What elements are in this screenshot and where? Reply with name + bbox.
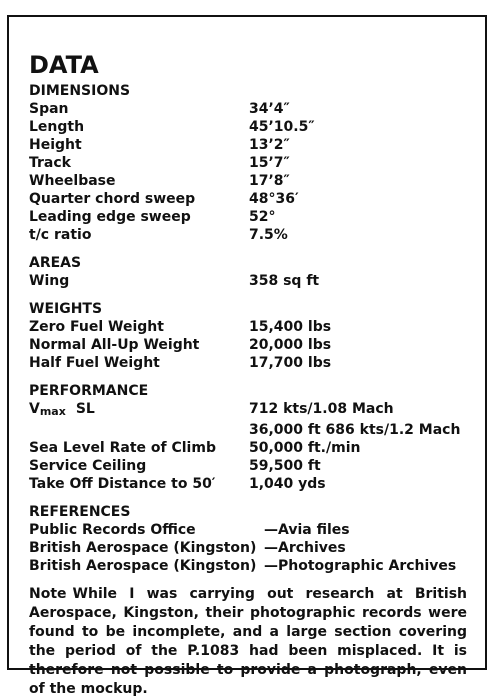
dimension-row xyxy=(29,154,467,172)
area-value: 358 sq ft xyxy=(249,273,320,289)
dimension-row xyxy=(29,172,467,190)
reference-description: —Photographic Archives xyxy=(264,558,457,574)
reference-row xyxy=(29,557,467,575)
data-box xyxy=(7,15,487,697)
vmax-row xyxy=(29,400,467,421)
dimension-label: t/c ratio xyxy=(29,227,92,243)
weight-row xyxy=(29,336,467,354)
areas-heading: AREAS xyxy=(29,255,82,271)
performance-row xyxy=(29,457,467,475)
performance-value: 50,000 ft./min xyxy=(249,440,361,456)
dimensions-section xyxy=(29,82,467,244)
reference-source: British Aerospace (Kingston) xyxy=(29,558,257,574)
dimensions-heading: DIMENSIONS xyxy=(29,83,131,99)
reference-source: British Aerospace (Kingston) xyxy=(29,540,257,556)
note-text: While I was carrying out research at British Aerospace, Kingston, their photographic records were found to be incomplete, and a large section covering the period of the P.1083 had been misplaced. It is therefore not possible to provide a photograph, even of the mockup. xyxy=(29,586,467,697)
vmax-symbol: V xyxy=(29,401,40,417)
vmax-label xyxy=(29,400,249,421)
vmax-value-altitude: 36,000 ft 686 kts/1.2 Mach xyxy=(249,422,461,438)
reference-row xyxy=(29,521,467,539)
performance-row xyxy=(29,439,467,457)
weight-row xyxy=(29,354,467,372)
weight-value: 17,700 lbs xyxy=(249,355,332,371)
references-heading: REFERENCES xyxy=(29,504,131,520)
area-row xyxy=(29,272,467,290)
area-label: Wing xyxy=(29,273,70,289)
reference-description: —Avia files xyxy=(264,522,350,538)
weight-value: 15,400 lbs xyxy=(249,319,332,335)
dimension-row xyxy=(29,118,467,136)
dimension-label: Track xyxy=(29,155,71,171)
dimension-label: Wheelbase xyxy=(29,173,116,189)
weight-row xyxy=(29,318,467,336)
reference-description: —Archives xyxy=(264,540,346,556)
performance-label: Sea Level Rate of Climb xyxy=(29,440,216,456)
dimension-value: 48°36′ xyxy=(249,191,299,207)
page-title: DATA xyxy=(29,51,99,79)
performance-value: 1,040 yds xyxy=(249,476,326,492)
dimension-label: Quarter chord sweep xyxy=(29,191,196,207)
vmax-altitude-row xyxy=(29,421,467,439)
weight-label: Zero Fuel Weight xyxy=(29,319,164,335)
dimension-row xyxy=(29,136,467,154)
performance-row xyxy=(29,475,467,493)
reference-source: Public Records Office xyxy=(29,522,196,538)
reference-row xyxy=(29,539,467,557)
dimension-value: 52° xyxy=(249,209,276,225)
performance-label: Take Off Distance to 50′ xyxy=(29,476,216,492)
dimension-label: Length xyxy=(29,119,85,135)
weight-label: Half Fuel Weight xyxy=(29,355,160,371)
weight-label: Normal All-Up Weight xyxy=(29,337,200,353)
references-section xyxy=(29,503,467,575)
performance-label: Service Ceiling xyxy=(29,458,147,474)
dimension-value: 13’2″ xyxy=(249,137,290,153)
dimension-row xyxy=(29,190,467,208)
dimension-value: 15’7″ xyxy=(249,155,290,171)
dimension-label: Height xyxy=(29,137,82,153)
dimension-value: 7.5% xyxy=(249,227,288,243)
performance-section xyxy=(29,382,467,493)
performance-heading: PERFORMANCE xyxy=(29,383,149,399)
dimension-row xyxy=(29,226,467,244)
dimension-label: Leading edge sweep xyxy=(29,209,191,225)
performance-value: 59,500 ft xyxy=(249,458,321,474)
dimension-row xyxy=(29,100,467,118)
note-paragraph xyxy=(29,585,467,699)
dimension-value: 34’4″ xyxy=(249,101,290,117)
dimension-value: 45’10.5″ xyxy=(249,119,315,135)
dimension-value: 17’8″ xyxy=(249,173,290,189)
note-label: Note xyxy=(29,586,67,602)
areas-section xyxy=(29,254,467,290)
vmax-subscript: max xyxy=(39,405,66,418)
vmax-sl: SL xyxy=(75,401,95,417)
vmax-value-sl: 712 kts/1.08 Mach xyxy=(249,401,394,417)
dimension-row xyxy=(29,208,467,226)
weights-heading: WEIGHTS xyxy=(29,301,103,317)
dimension-label: Span xyxy=(29,101,69,117)
weight-value: 20,000 lbs xyxy=(249,337,332,353)
weights-section xyxy=(29,300,467,372)
data-content xyxy=(29,52,467,699)
